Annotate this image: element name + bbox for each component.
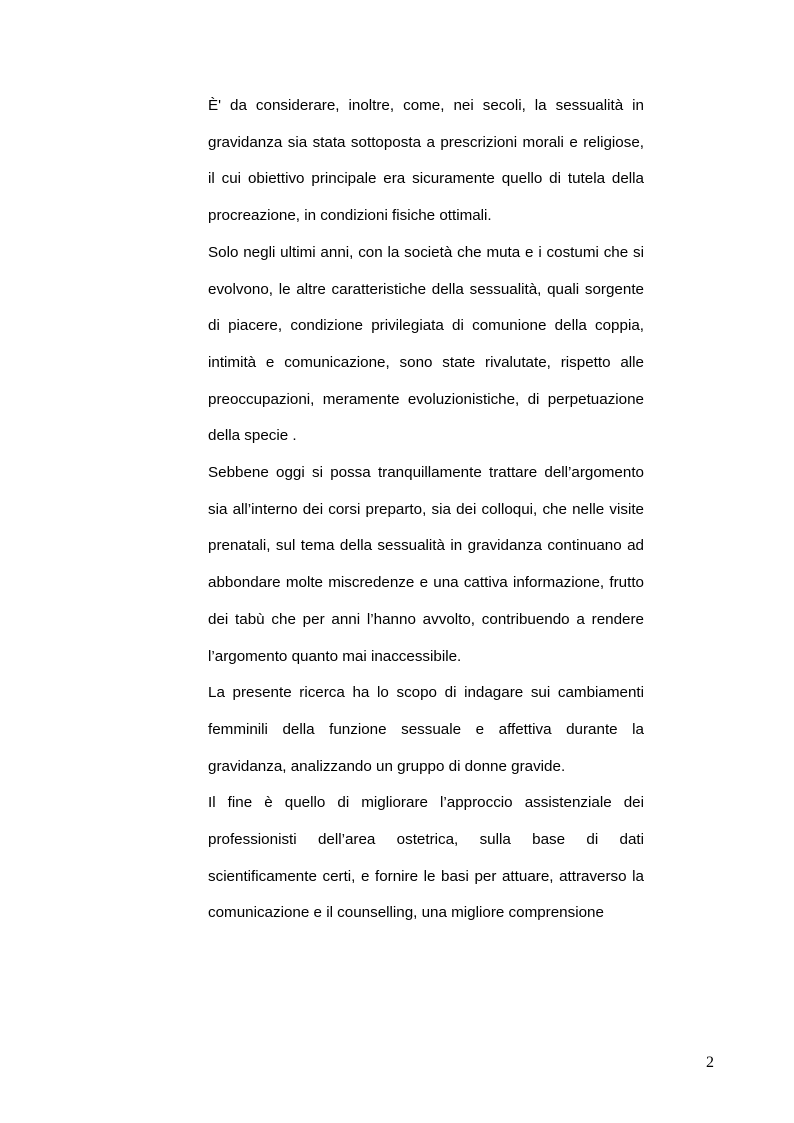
paragraph-research-aim: La presente ricerca ha lo scopo di indagare sui cambiamenti femminili della funzione sessuale e affettiva durante la gravidanza, analizzando un gruppo di donne gravide.	[208, 684, 644, 775]
paragraph-morals: È' da considerare, inoltre, come, nei secoli, la sessualità in gravidanza sia stata sottoposta a prescrizioni morali e religiose, il cui obiettivo principale era sicuramente quello di tutela della procreazione, in condizioni fisiche ottimali.	[208, 97, 644, 225]
paragraph-purpose: Il fine è quello di migliorare l’approccio assistenziale dei professionisti dell’area ostetrica, sulla base di dati scientificamente certi, e fornire le basi per attuare, attraverso la comunicazione e il counselling, una migliore comprensione	[208, 794, 644, 922]
page-number: 2	[706, 1054, 714, 1071]
paragraph-misconceptions: Sebbene oggi si possa tranquillamente trattare dell’argomento sia all’interno dei corsi preparto, sia dei colloqui, che nelle visite prenatali, sul tema della sessualità in gravidanza continuano ad abbondare molte miscredenze e una cattiva informazione, frutto dei tabù che per anni l’hanno avvolto, contribuendo a rendere l’argomento quanto mai inaccessibile.	[208, 464, 644, 665]
paragraph-recent-years: Solo negli ultimi anni, con la società che muta e i costumi che si evolvono, le altre caratteristiche della sessualità, quali sorgente di piacere, condizione privilegiata di comunione della coppia, intimità e comunicazione, sono state rivalutate, rispetto alle preoccupazioni, meramente evoluzionistiche, di perpetuazione della specie .	[208, 243, 644, 445]
body-text	[208, 88, 644, 932]
